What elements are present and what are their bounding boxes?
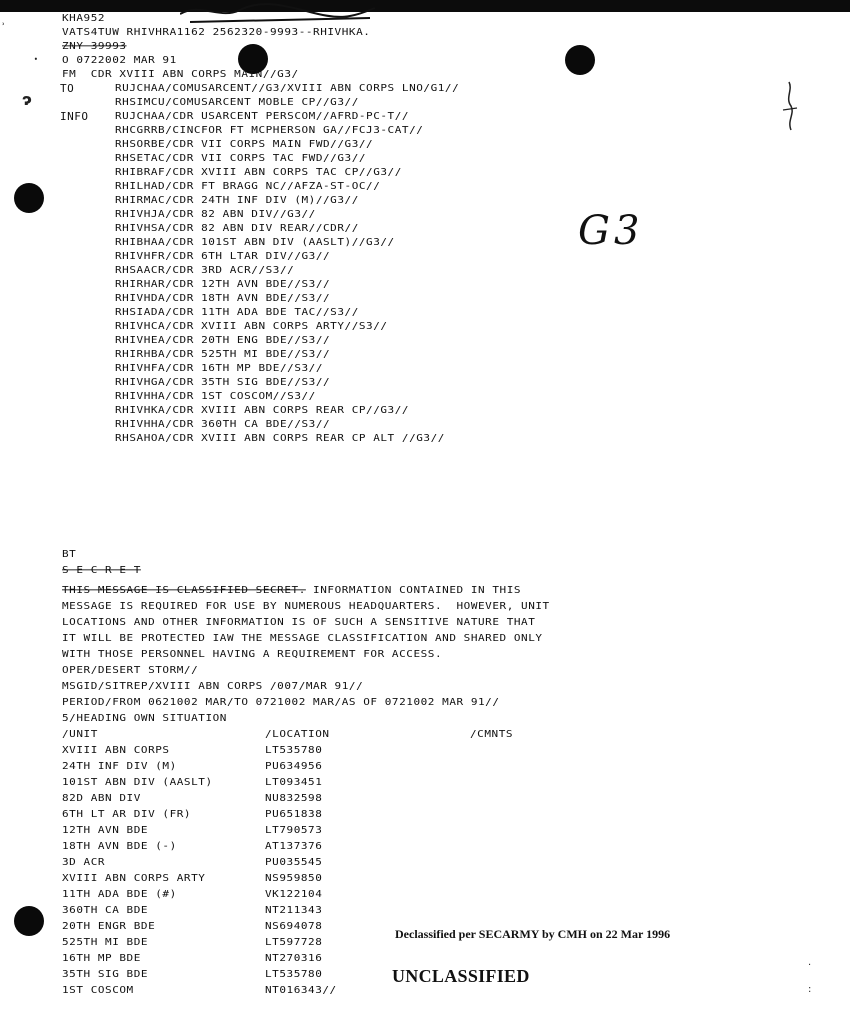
body-text: MESSAGE IS REQUIRED FOR USE BY NUMEROUS HEADQUARTERS. HOWEVER, UNIT (62, 600, 550, 612)
info-address: RHIVHEA/CDR 20TH ENG BDE//S3// (115, 334, 331, 346)
header-line: KHA952 (62, 12, 106, 24)
info-address: RHILHAD/CDR FT BRAGG NC//AFZA-ST-OC// (115, 180, 381, 192)
unit-location: LT093451 (265, 776, 323, 788)
info-address: RHIRHAR/CDR 12TH AVN BDE//S3// (115, 278, 331, 290)
handwritten-margin-scrawl (775, 80, 805, 140)
body-first-line (62, 584, 521, 597)
margin-mark: ʾ (2, 22, 6, 33)
info-address: RHIVHKA/CDR XVIII ABN CORPS REAR CP//G3// (115, 404, 410, 416)
unit-name: 6TH LT AR DIV (FR) (62, 808, 192, 820)
to-address: RHSIMCU/COMUSARCENT MOBLE CP//G3// (115, 96, 359, 108)
body-text: MSGID/SITREP/XVIII ABN CORPS /007/MAR 91// (62, 680, 364, 692)
info-address: RHSORBE/CDR VII CORPS MAIN FWD//G3// (115, 138, 374, 150)
unit-location: LT597728 (265, 936, 323, 948)
info-label: INFO (60, 110, 89, 123)
unit-name: 11TH ADA BDE (#) (62, 888, 177, 900)
handwritten-g3: G3 (578, 208, 644, 254)
declassification-stamp: Declassified per SECARMY by CMH on 22 Mar 1996 (395, 927, 671, 941)
body-text: WITH THOSE PERSONNEL HAVING A REQUIREMENT FOR ACCESS. (62, 648, 443, 660)
info-address: RHIVHCA/CDR XVIII ABN CORPS ARTY//S3// (115, 320, 388, 332)
info-address: RHIVHFR/CDR 6TH LTAR DIV//G3// (115, 250, 331, 262)
unit-location: LT535780 (265, 744, 323, 756)
info-address: RHCGRRB/CINCFOR FT MCPHERSON GA//FCJ3-CAT// (115, 124, 424, 136)
punch-hole (14, 906, 44, 936)
body-text: IT WILL BE PROTECTED IAW THE MESSAGE CLASSIFICATION AND SHARED ONLY (62, 632, 543, 644)
to-address: RUJCHAA/COMUSARCENT//G3/XVIII ABN CORPS LNO/G1// (115, 82, 460, 94)
unit-location: PU634956 (265, 760, 323, 772)
info-address: RHIVHHA/CDR 360TH CA BDE//S3// (115, 418, 331, 430)
info-address: RHIVHDA/CDR 18TH AVN BDE//S3// (115, 292, 331, 304)
unit-location: PU651838 (265, 808, 323, 820)
info-address: RHSAACR/CDR 3RD ACR//S3// (115, 264, 295, 276)
margin-mark: ꞏ (34, 52, 38, 66)
to-label: TO (60, 82, 75, 95)
unit-location: VK122104 (265, 888, 323, 900)
header-line: O 0722002 MAR 91 (62, 54, 177, 66)
unit-name: XVIII ABN CORPS ARTY (62, 872, 206, 884)
unit-name: 360TH CA BDE (62, 904, 149, 916)
unit-name: 35TH SIG BDE (62, 968, 149, 980)
unit-name: 101ST ABN DIV (AASLT) (62, 776, 213, 788)
punch-hole (14, 183, 44, 213)
info-address: RHIVHFA/CDR 16TH MP BDE//S3// (115, 362, 324, 374)
info-address: RHIRMAC/CDR 24TH INF DIV (M)//G3// (115, 194, 359, 206)
unit-location: NT211343 (265, 904, 323, 916)
header-line: ZNY 39993 (62, 40, 127, 52)
body-text: LOCATIONS AND OTHER INFORMATION IS OF SUCH A SENSITIVE NATURE THAT (62, 616, 536, 628)
scan-top-edge (0, 0, 850, 12)
unit-name: 82D ABN DIV (62, 792, 141, 804)
punch-hole (565, 45, 595, 75)
body-text: PERIOD/FROM 0621002 MAR/TO 0721002 MAR/AS OF 0721002 MAR 91// (62, 696, 500, 708)
header-line: VATS4TUW RHIVHRA1162 2562320-9993--RHIVHKA. (62, 26, 371, 38)
unit-location: NS694078 (265, 920, 323, 932)
unit-name: 3D ACR (62, 856, 106, 868)
unit-name: XVIII ABN CORPS (62, 744, 170, 756)
info-address: RHIVHSA/CDR 82 ABN DIV REAR//CDR// (115, 222, 359, 234)
from-line: FM CDR XVIII ABN CORPS MAIN//G3/ (62, 68, 299, 80)
unit-name: 1ST COSCOM (62, 984, 134, 996)
unit-location: PU035545 (265, 856, 323, 868)
unit-location: NU832598 (265, 792, 323, 804)
info-address: RHIBHAA/CDR 101ST ABN DIV (AASLT)//G3// (115, 236, 395, 248)
body-text: OPER/DESERT STORM// (62, 664, 199, 676)
comments-column-header: /CMNTS (470, 728, 514, 740)
info-address: RHIVHHA/CDR 1ST COSCOM//S3// (115, 390, 316, 402)
unit-location: LT790573 (265, 824, 323, 836)
margin-mark: ɂ (22, 90, 32, 109)
unit-location: LT535780 (265, 968, 323, 980)
unit-name: 20TH ENGR BDE (62, 920, 156, 932)
info-address: RHSIADA/CDR 11TH ADA BDE TAC//S3// (115, 306, 359, 318)
unit-name: 18TH AVN BDE (-) (62, 840, 177, 852)
struck-classification-notice: THIS MESSAGE IS CLASSIFIED SECRET. (62, 584, 306, 596)
unit-name: 12TH AVN BDE (62, 824, 149, 836)
unit-name: 16TH MP BDE (62, 952, 141, 964)
unit-name: 24TH INF DIV (M) (62, 760, 177, 772)
bt-marker: BT (62, 548, 77, 560)
info-address: RUJCHAA/CDR USARCENT PERSCOM//AFRD-PC-T// (115, 110, 410, 122)
unit-location: NT016343// (265, 984, 337, 996)
unit-location: NS959850 (265, 872, 323, 884)
unclassified-stamp: UNCLASSIFIED (392, 966, 530, 986)
info-address: RHIVHJA/CDR 82 ABN DIV//G3// (115, 208, 316, 220)
margin-mark: : (808, 984, 812, 995)
unit-name: 525TH MI BDE (62, 936, 149, 948)
classification-line: S E C R E T (62, 564, 141, 576)
info-address: RHSETAC/CDR VII CORPS TAC FWD//G3// (115, 152, 367, 164)
unit-location: AT137376 (265, 840, 323, 852)
info-address: RHIVHGA/CDR 35TH SIG BDE//S3// (115, 376, 331, 388)
location-column-header: /LOCATION (265, 728, 330, 740)
info-address: RHIRHBA/CDR 525TH MI BDE//S3// (115, 348, 331, 360)
unit-column-header: /UNIT (62, 728, 98, 740)
unit-location: NT270316 (265, 952, 323, 964)
margin-mark: · (808, 960, 812, 971)
info-address: RHIBRAF/CDR XVIII ABN CORPS TAC CP//G3// (115, 166, 402, 178)
body-text: 5/HEADING OWN SITUATION (62, 712, 227, 724)
body-text: INFORMATION CONTAINED IN THIS (305, 584, 522, 596)
info-address: RHSAHOA/CDR XVIII ABN CORPS REAR CP ALT //G3// (115, 432, 445, 444)
